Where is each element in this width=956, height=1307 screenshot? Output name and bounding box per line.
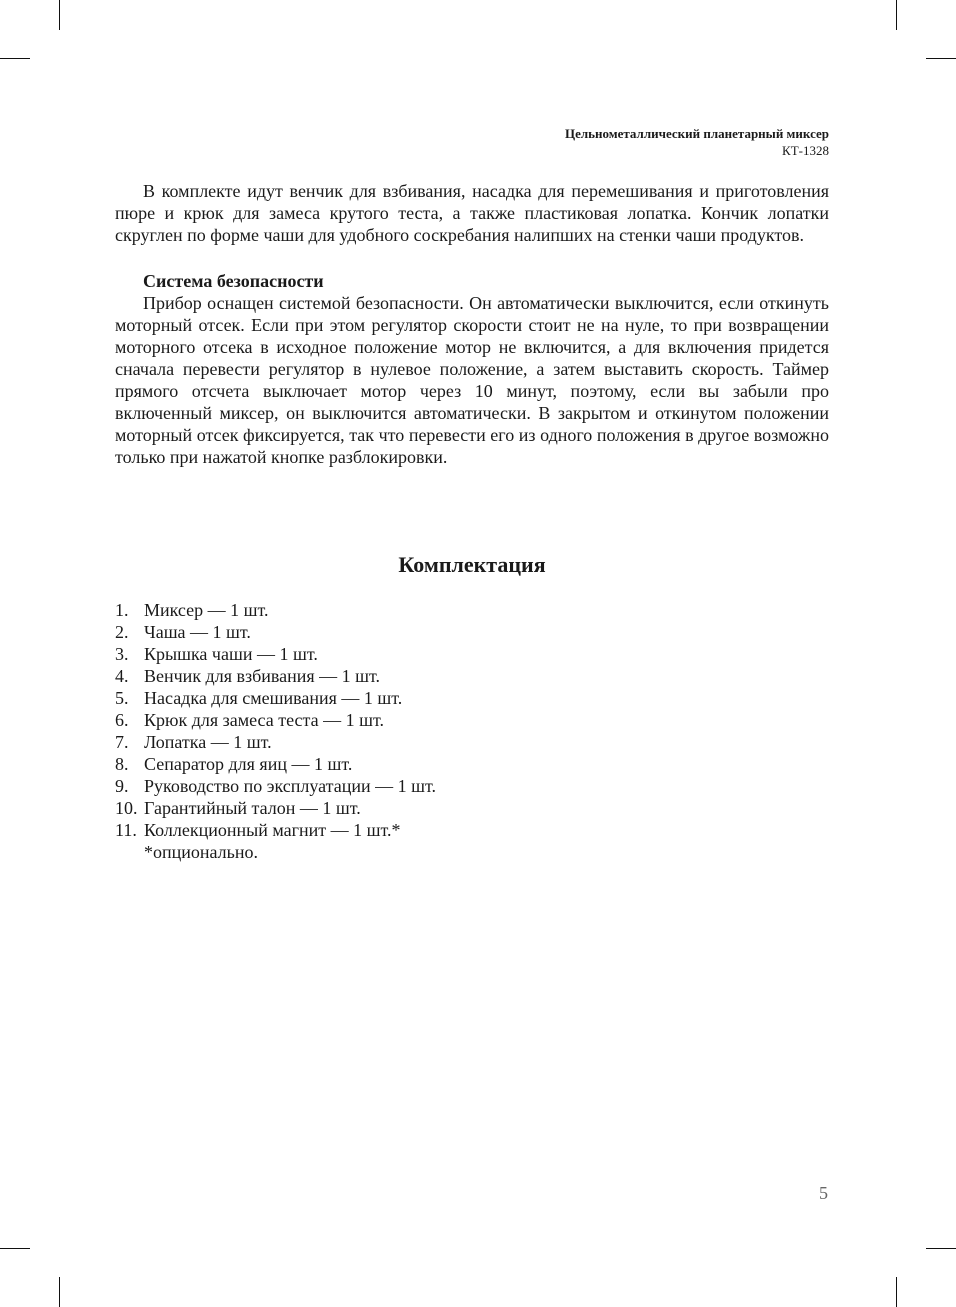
list-item-number: 2. [115,622,129,642]
list-item-number: 9. [115,776,129,796]
header-title: Цельнометаллический планетарный миксер [564,126,829,141]
crop-mark-bottom-left-horizontal [0,1248,30,1249]
intro-paragraph: В комплекте идут венчик для взбивания, насадка для перемешивания и приготовления пюре и крюк для замеса крутого теста, а также пластиковая лопатка. Кончик лопатки скруглен по форме чаши для удобного соскребания налипших на стенки чаши продуктов. [115,181,829,245]
list-item [115,599,829,621]
list-item-text: Лопатка — 1 шт. [144,732,272,752]
crop-mark-bottom-right-vertical [896,1277,897,1307]
list-item-number: 6. [115,710,129,730]
list-item-text: Руководство по эксплуатации — 1 шт. [144,776,436,796]
list-item-number: 5. [115,688,129,708]
list-item-text: Насадка для смешивания — 1 шт. [144,688,403,708]
package-list [115,599,829,841]
crop-mark-top-left-vertical [59,0,60,30]
safety-paragraph: Прибор оснащен системой безопасности. Он автоматически выключится, если откинуть моторный отсек. Если при этом регулятор скорости стоит не на нуле, то при возвращении моторного отсека в исходное положение мотор не включится, а для включения придется сначала перевести регулятор в нулевое положение, а затем выставить скорость. Таймер прямого отсчета выключает мотор через 10 минут, поэтому, если вы забыли про включенный миксер, он выключится автоматически. В закрытом и откинутом положении моторный отсек фиксируется, так что перевести его из одного положения в другое возможно только при нажатой кнопке разблокировки. [115,293,829,467]
list-item-text: Гарантийный талон — 1 шт. [144,798,361,818]
list-item [115,687,829,709]
list-item-text: Крышка чаши — 1 шт. [144,644,318,664]
list-item [115,797,829,819]
crop-mark-bottom-right-horizontal [926,1248,956,1249]
list-item-text: Миксер — 1 шт. [144,600,269,620]
list-item [115,665,829,687]
safety-heading: Система безопасности [143,271,324,291]
list-item-number: 4. [115,666,129,686]
list-item-number: 11. [115,820,137,840]
list-item-text: Чаша — 1 шт. [144,622,251,642]
list-item [115,753,829,775]
list-item [115,643,829,665]
list-item-text: Коллекционный магнит — 1 шт.* [144,820,401,840]
crop-mark-top-left-horizontal [0,58,30,59]
list-item-number: 7. [115,732,129,752]
list-item-text: Венчик для взбивания — 1 шт. [144,666,381,686]
list-item [115,731,829,753]
list-item-number: 8. [115,754,129,774]
main-content [115,180,829,468]
list-item-number: 3. [115,644,129,664]
list-item-text: Крюк для замеса теста — 1 шт. [144,710,384,730]
package-footnote: *опционально. [144,842,259,862]
crop-mark-top-right-horizontal [926,58,956,59]
list-item-number: 10. [115,798,138,818]
page-number: 5 [819,1183,828,1203]
package-heading: Комплектация [398,552,546,577]
list-item-number: 1. [115,600,129,620]
list-item [115,709,829,731]
list-item [115,621,829,643]
list-item [115,819,829,841]
crop-mark-top-right-vertical [896,0,897,30]
list-item [115,775,829,797]
running-header [565,125,829,159]
crop-mark-bottom-left-vertical [59,1277,60,1307]
header-model: КТ-1328 [782,143,829,158]
list-item-text: Сепаратор для яиц — 1 шт. [144,754,353,774]
